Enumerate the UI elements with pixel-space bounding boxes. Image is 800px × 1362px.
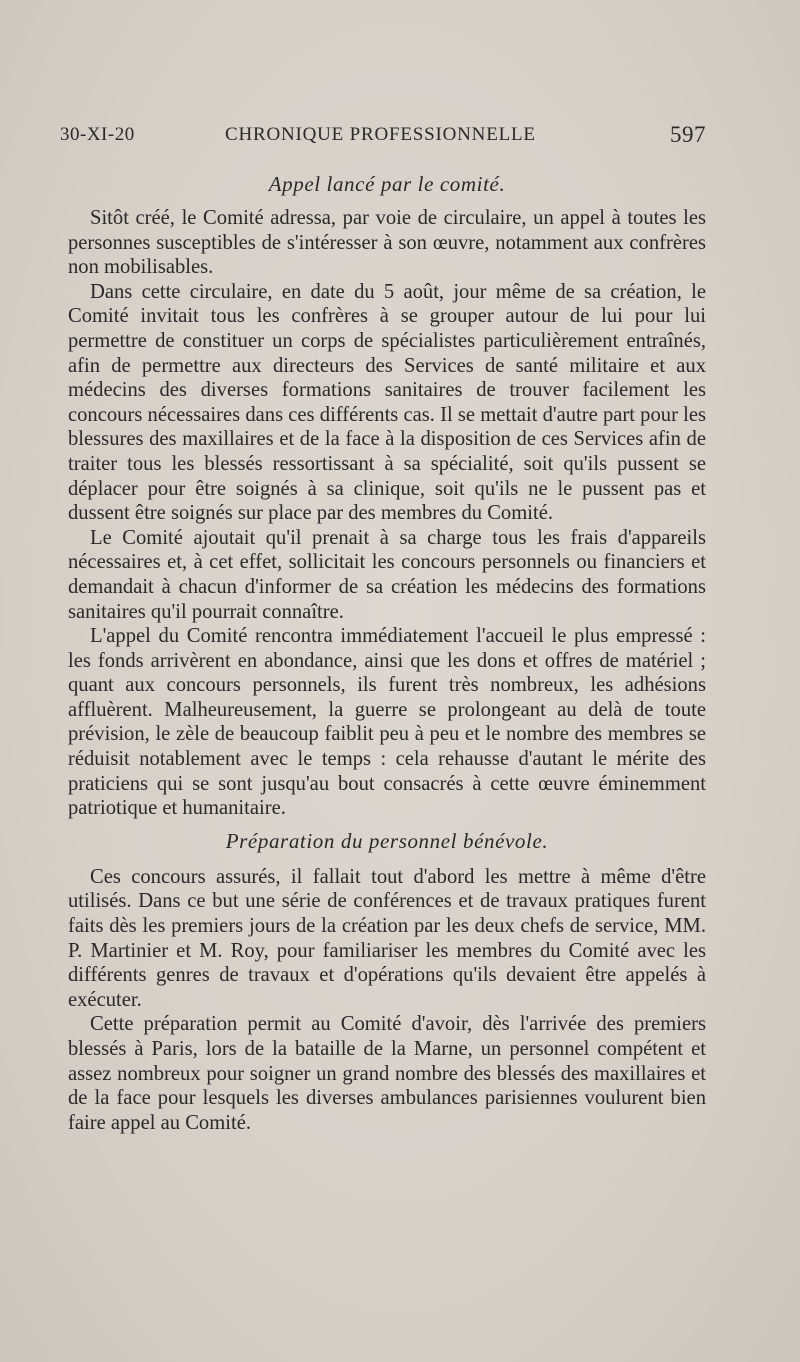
paragraph: Sitôt créé, le Comité adressa, par voie de circulaire, un appel à toutes les personnes susceptibles de s'intéresser à son œuvre, notamment aux confrères non mobilisables. [68,207,706,279]
paragraph: Cette préparation permit au Comité d'avoir, dès l'arrivée des premiers blessés à Paris, lors de la bataille de la Marne, un personnel compétent et assez nombreux pour soigner un grand nombre des blessés des maxillaires et de la face pour lesquels les diverses ambulances parisiennes voulurent bien faire appel au Comité. [68,1013,706,1134]
running-header [60,122,706,152]
page-number: 597 [670,122,706,147]
paragraph: Ces concours assurés, il fallait tout d'abord les mettre à même d'être utilisés. Dans ce but une série de conférences et de travaux pratiques furent faits dès les premiers jours de la création par les deux chefs de service, MM. P. Martinier et M. Roy, pour familiariser les membres du Comité avec les différents genres de travaux et d'opérations qu'ils devaient être appelés à exécuter. [68,865,706,1011]
paragraph: Dans cette circulaire, en date du 5 août, jour même de sa création, le Comité invitait tous les confrères à se grouper autour de lui pour lui permettre de constituer un corps de spécialistes particulièrement entraînés, afin de permettre aux directeurs des Services de santé militaire et aux médecins des diverses formations sanitaires de trouver facilement les concours nécessaires dans ces différents cas. Il se mettait d'autre part pour les blessures des maxillaires et de la face à la disposition de ces Services afin de traiter tous les blessés ressortissant à sa spécialité, soit qu'ils pussent se déplacer pour être soignés à sa clinique, soit qu'ils ne le pussent pas et dussent être soignés sur place par des membres du Comité. [68,280,706,525]
paragraph: L'appel du Comité rencontra immédiatement l'accueil le plus empressé : les fonds arrivèrent en abondance, ainsi que les dons et offres de matériel ; quant aux concours personnels, ils furent très nombreux, les adhésions affluèrent. Malheureusement, la guerre se prolongeant au delà de toute prévision, le zèle de beaucoup faiblit peu à peu et le nombre des membres se réduisit notablement avec le temps : cela rehausse d'autant le mérite des praticiens qui se sont jusqu'au bout consacrés à cette œuvre éminemment patriotique et humanitaire. [68,625,706,820]
header-title: CHRONIQUE PROFESSIONNELLE [225,124,536,145]
header-date: 30-XI-20 [60,124,135,145]
section-heading-appel: Appel lancé par le comité. [268,172,506,196]
paragraph: Le Comité ajoutait qu'il prenait à sa charge tous les frais d'appareils nécessaires et, à cet effet, sollicitait les concours personnels ou financiers et demandait à chacun d'informer de sa création les médecins des formations sanitaires qu'il pourrait connaître. [68,526,706,623]
section-heading-preparation: Préparation du personnel bénévole. [225,828,549,853]
page-body [68,172,706,1135]
